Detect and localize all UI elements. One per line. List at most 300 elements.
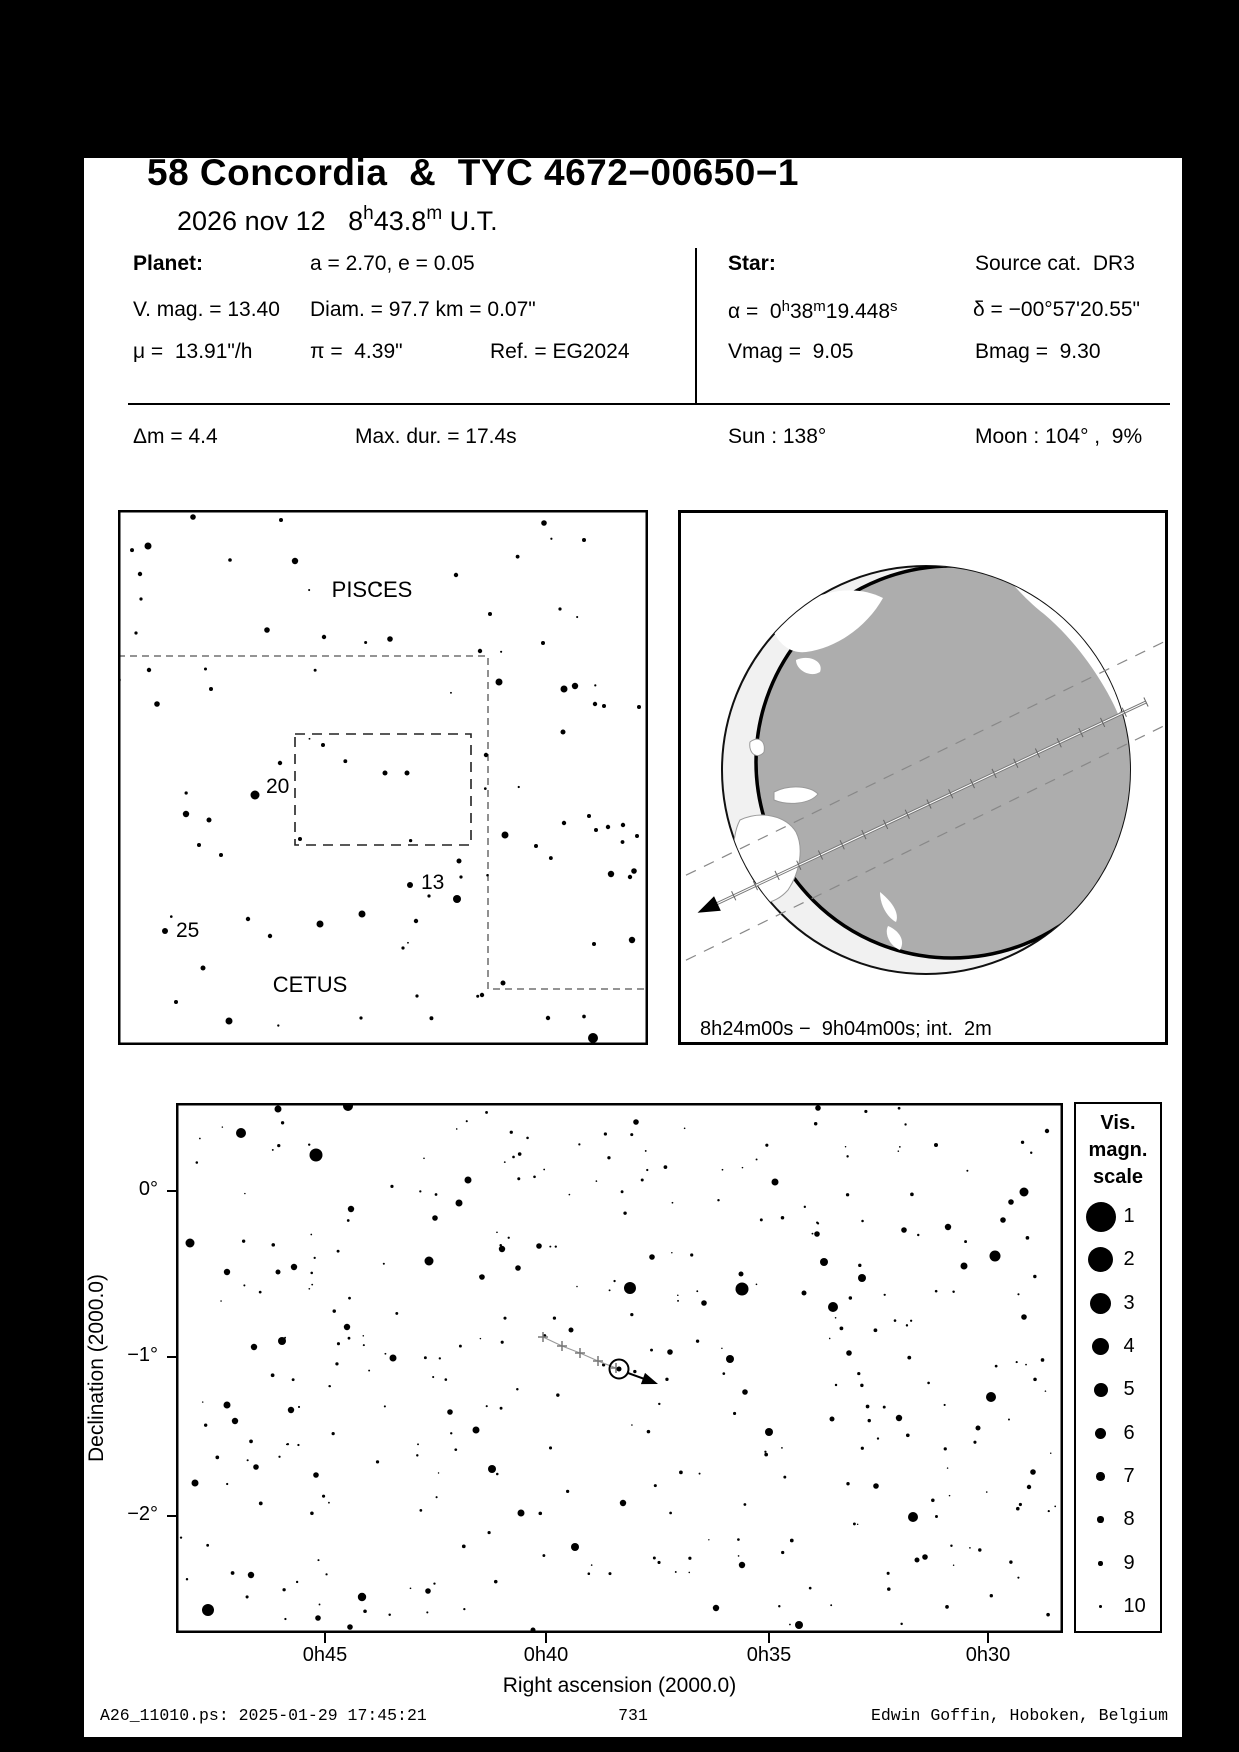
track-direction-arrow xyxy=(694,896,721,920)
faint-star-dot xyxy=(1045,1390,1047,1392)
faint-star-dot xyxy=(817,1222,819,1224)
star-dot xyxy=(387,636,393,642)
star-dot xyxy=(635,834,639,838)
faint-star-dot xyxy=(436,1496,438,1498)
star-dot xyxy=(453,895,461,903)
faint-star-dot xyxy=(486,1405,488,1407)
faint-star-dot xyxy=(846,1482,849,1485)
faint-star-dot xyxy=(480,1338,481,1339)
faint-star-dot xyxy=(510,1131,513,1134)
source-catalog: Source cat. DR3 xyxy=(975,252,1135,275)
faint-star-dot xyxy=(271,1373,275,1377)
faint-star-dot xyxy=(249,1439,253,1443)
faint-star-dot xyxy=(906,1433,910,1437)
star-dot xyxy=(541,641,545,645)
faint-star-dot xyxy=(328,1502,330,1504)
star-dot xyxy=(207,818,212,823)
page-title: 58 Concordia & TYC 4672−00650−1 xyxy=(147,152,800,193)
faint-star-dot xyxy=(368,1370,370,1372)
planet-diameter: Diam. = 97.7 km = 0.07" xyxy=(310,298,536,321)
magnitude-legend xyxy=(1074,1102,1162,1633)
faint-star-dot xyxy=(476,995,479,998)
faint-star-dot xyxy=(556,1393,559,1396)
star-dot xyxy=(473,1427,480,1434)
legend-magnitude-dot xyxy=(1094,1383,1108,1397)
faint-star-dot xyxy=(756,1284,758,1286)
faint-star-dot xyxy=(488,1531,491,1534)
faint-star-dot xyxy=(657,1561,660,1564)
star-dot xyxy=(649,1254,655,1260)
faint-star-dot xyxy=(947,1467,948,1468)
faint-star-dot xyxy=(445,1378,448,1381)
faint-star-dot xyxy=(790,1539,794,1543)
star-dot xyxy=(415,994,418,997)
faint-star-dot xyxy=(516,1388,518,1390)
faint-star-dot xyxy=(419,1509,422,1512)
y-tick-label: −2° xyxy=(127,1503,158,1525)
star-dot xyxy=(292,558,298,564)
star-dot xyxy=(488,612,492,616)
faint-star-dot xyxy=(596,1180,598,1182)
flamsteed-star-label: 20 xyxy=(266,775,290,798)
legend-magnitude-dot xyxy=(1095,1428,1106,1439)
faint-star-dot xyxy=(1021,1141,1024,1144)
faint-star-dot xyxy=(277,1024,279,1026)
star-dot xyxy=(134,631,137,634)
faint-star-dot xyxy=(804,1206,806,1208)
faint-star-dot xyxy=(861,1447,864,1450)
faint-star-dot xyxy=(765,1144,768,1147)
star-dot xyxy=(501,981,506,986)
star-dot xyxy=(934,1143,938,1147)
star-dot xyxy=(190,514,196,520)
faint-star-dot xyxy=(466,1120,468,1122)
star-dot xyxy=(209,687,213,691)
star-dot xyxy=(515,1265,521,1271)
star-dot xyxy=(197,843,201,847)
star-dot xyxy=(279,518,283,522)
planet-vmag: V. mag. = 13.40 xyxy=(133,298,280,321)
star-dot xyxy=(459,875,462,878)
star-dot xyxy=(945,1224,951,1230)
faint-star-dot xyxy=(1050,1452,1051,1453)
star-dot xyxy=(633,1119,639,1125)
legend-magnitude-dot xyxy=(1088,1247,1113,1272)
faint-star-dot xyxy=(247,1459,249,1461)
star-dot xyxy=(594,828,598,832)
x-tick-label: 0h45 xyxy=(302,1644,348,1666)
star-dot xyxy=(546,1016,550,1020)
faint-star-dot xyxy=(931,1499,935,1503)
faint-star-dot xyxy=(764,1451,766,1453)
faint-star-dot xyxy=(409,839,412,842)
star-dot xyxy=(502,832,509,839)
time-suffix: U.T. xyxy=(442,206,498,236)
star-dot xyxy=(162,928,168,934)
faint-star-dot xyxy=(1030,1152,1032,1154)
faint-star-dot xyxy=(206,1544,209,1547)
faint-star-dot xyxy=(284,1337,286,1339)
faint-star-dot xyxy=(995,1365,998,1368)
faint-star-dot xyxy=(621,840,625,844)
faint-star-dot xyxy=(742,1167,744,1169)
faint-star-dot xyxy=(907,1356,911,1360)
faint-star-dot xyxy=(243,1284,245,1286)
legend-magnitude-label: 3 xyxy=(1123,1291,1135,1314)
star-dot xyxy=(713,1605,719,1611)
faint-star-dot xyxy=(486,874,489,877)
star-dot xyxy=(478,649,482,653)
star-dot xyxy=(383,771,388,776)
faint-star-dot xyxy=(322,1495,325,1498)
star-dot xyxy=(637,705,641,709)
faint-star-dot xyxy=(631,1424,633,1426)
faint-star-dot xyxy=(310,1272,313,1275)
faint-star-dot xyxy=(853,1522,856,1525)
faint-star-dot xyxy=(973,1441,976,1444)
faint-star-dot xyxy=(927,1382,930,1385)
faint-star-dot xyxy=(1008,1418,1010,1420)
faint-star-dot xyxy=(846,1155,848,1157)
faint-star-dot xyxy=(756,1158,758,1160)
faint-star-dot xyxy=(849,1296,852,1299)
faint-star-dot xyxy=(395,1312,398,1315)
faint-star-dot xyxy=(308,1288,310,1290)
star-dot xyxy=(608,871,614,877)
faint-star-dot xyxy=(376,1460,379,1463)
x-tick-label: 0h35 xyxy=(746,1644,792,1666)
faint-star-dot xyxy=(328,1385,330,1387)
faint-star-dot xyxy=(435,1193,438,1196)
faint-star-dot xyxy=(630,1313,633,1316)
faint-star-dot xyxy=(186,1578,188,1580)
faint-star-dot xyxy=(485,1111,488,1114)
faint-star-dot xyxy=(990,1594,993,1597)
star-dot xyxy=(602,704,606,708)
star-dot xyxy=(268,934,272,938)
star-dot xyxy=(425,1257,434,1266)
faint-star-dot xyxy=(894,1319,897,1322)
faint-star-dot xyxy=(450,692,452,694)
x-tick-label: 0h40 xyxy=(523,1644,569,1666)
faint-star-dot xyxy=(479,1275,482,1278)
legend-title-line: Vis. xyxy=(1100,1112,1136,1134)
faint-star-dot xyxy=(1017,1577,1019,1579)
faint-star-dot xyxy=(641,1179,644,1182)
faint-star-dot xyxy=(874,1328,878,1332)
star-dot xyxy=(465,1177,472,1184)
faint-star-dot xyxy=(314,1257,316,1259)
star-dot xyxy=(571,1543,579,1551)
faint-star-dot xyxy=(220,1300,222,1302)
faint-star-dot xyxy=(1026,1236,1030,1240)
star-dot xyxy=(347,1624,353,1630)
faint-star-dot xyxy=(733,1412,736,1415)
star-dot xyxy=(432,1215,438,1221)
faint-star-dot xyxy=(576,1286,578,1288)
event-datetime xyxy=(177,203,498,237)
star-dot xyxy=(736,1283,749,1296)
legend-magnitude-dot xyxy=(1096,1472,1104,1480)
faint-star-dot xyxy=(550,538,552,540)
legend-magnitude-label: 9 xyxy=(1123,1551,1135,1574)
faint-star-dot xyxy=(840,1326,844,1330)
star-dot xyxy=(224,1269,230,1275)
faint-star-dot xyxy=(654,1484,657,1487)
star-dot xyxy=(236,1128,246,1138)
faint-star-dot xyxy=(812,1233,814,1235)
faint-star-dot xyxy=(500,651,502,653)
star-dot xyxy=(1045,1129,1049,1133)
faint-star-dot xyxy=(647,1430,651,1434)
star-dot xyxy=(457,859,462,864)
y-axis-title: Declination (2000.0) xyxy=(85,1274,108,1462)
faint-star-dot xyxy=(196,1161,199,1164)
faint-star-dot xyxy=(459,1345,462,1348)
star-dot xyxy=(915,1558,920,1563)
time-minutes: 43.8 xyxy=(373,206,427,236)
faint-star-dot xyxy=(781,1551,784,1554)
faint-star-dot xyxy=(282,1588,285,1591)
legend-magnitude-label: 10 xyxy=(1123,1594,1146,1617)
faint-star-dot xyxy=(964,1240,967,1243)
faint-star-dot xyxy=(783,1476,786,1479)
star-dot xyxy=(484,753,488,757)
star-dot xyxy=(624,1282,636,1294)
faint-star-dot xyxy=(215,1456,219,1460)
faint-star-dot xyxy=(1046,1613,1050,1617)
star-dot xyxy=(588,1033,598,1043)
star-dot xyxy=(896,1415,902,1421)
faint-star-dot xyxy=(781,1447,783,1449)
moon-elongation: Moon : 104° , 9% xyxy=(975,425,1143,448)
planet-label: Planet: xyxy=(133,252,204,275)
faint-star-dot xyxy=(677,1300,679,1302)
star-dot xyxy=(628,875,632,879)
faint-star-dot xyxy=(738,1555,740,1557)
star-dot xyxy=(313,1472,319,1478)
star-dot xyxy=(456,1200,463,1207)
faint-star-dot xyxy=(835,1384,837,1386)
faint-star-dot xyxy=(578,1143,580,1145)
faint-star-dot xyxy=(633,1370,636,1373)
legend-magnitude-label: 4 xyxy=(1123,1334,1135,1357)
faint-star-dot xyxy=(311,1284,313,1286)
star-dot xyxy=(1008,1199,1014,1205)
faint-star-dot xyxy=(271,1243,275,1247)
faint-star-dot xyxy=(390,1185,393,1188)
star-dot xyxy=(322,635,326,639)
faint-star-dot xyxy=(333,1309,336,1312)
faint-star-dot xyxy=(242,1240,245,1243)
star-dot xyxy=(298,837,302,841)
star-dot xyxy=(1020,1188,1029,1197)
star-dot xyxy=(726,1355,734,1363)
star-dot xyxy=(739,1562,745,1568)
faint-star-dot xyxy=(664,1165,668,1169)
faint-star-dot xyxy=(650,1349,653,1352)
star-dot xyxy=(858,1274,866,1282)
faint-star-dot xyxy=(609,1289,611,1291)
landmass xyxy=(750,739,765,755)
star-dot xyxy=(1027,1485,1031,1489)
faint-star-dot xyxy=(363,1335,365,1337)
faint-star-dot xyxy=(417,1443,419,1445)
faint-star-dot xyxy=(1048,1510,1050,1512)
faint-star-dot xyxy=(1025,1364,1027,1366)
faint-star-dot xyxy=(868,1419,871,1422)
star-dot xyxy=(425,1588,431,1594)
time-hours: 8 xyxy=(348,206,364,236)
faint-star-dot xyxy=(917,1234,919,1236)
faint-star-dot xyxy=(906,1324,908,1326)
faint-star-dot xyxy=(690,1253,693,1256)
faint-star-dot xyxy=(1041,1358,1045,1362)
hours-superscript: h xyxy=(363,203,374,224)
star-dot xyxy=(922,1554,928,1560)
faint-star-dot xyxy=(646,1169,648,1171)
faint-star-dot xyxy=(244,1193,245,1194)
star-dot xyxy=(569,1328,574,1333)
star-dot xyxy=(986,1392,996,1402)
faint-star-dot xyxy=(284,1618,286,1620)
footer-author: Edwin Goffin, Hoboken, Belgium xyxy=(870,1706,1168,1725)
star-dot xyxy=(814,1231,820,1237)
flamsteed-star-label: 13 xyxy=(421,871,445,894)
star-dot xyxy=(310,1149,323,1162)
faint-star-dot xyxy=(496,1473,499,1476)
star-vmag: Vmag = 9.05 xyxy=(728,340,854,363)
table-rule xyxy=(128,403,1170,405)
target-star-dot xyxy=(617,1367,622,1372)
faint-star-dot xyxy=(438,1472,439,1473)
star-dot xyxy=(138,572,142,576)
faint-star-dot xyxy=(542,1554,545,1557)
faint-star-dot xyxy=(335,1362,338,1365)
faint-star-dot xyxy=(504,1161,506,1163)
star-dot xyxy=(401,946,404,949)
star-dot xyxy=(264,627,270,633)
faint-star-dot xyxy=(538,1512,542,1516)
legend-magnitude-label: 5 xyxy=(1123,1377,1135,1400)
faint-star-dot xyxy=(419,1190,421,1192)
faint-star-dot xyxy=(846,1193,849,1196)
faint-star-dot xyxy=(272,1149,274,1151)
faint-star-dot xyxy=(348,1297,351,1300)
star-dot xyxy=(739,1272,744,1277)
star-dot xyxy=(593,702,597,706)
star-dot xyxy=(145,543,152,550)
faint-star-dot xyxy=(1019,1503,1022,1506)
faint-star-dot xyxy=(518,1152,522,1156)
faint-star-dot xyxy=(717,1199,719,1201)
faint-star-dot xyxy=(185,791,188,794)
star-dot xyxy=(499,1246,505,1252)
faint-star-dot xyxy=(170,915,173,918)
faint-star-dot xyxy=(337,1342,340,1345)
faint-star-dot xyxy=(623,1211,626,1214)
star-dot xyxy=(315,1615,321,1621)
faint-star-dot xyxy=(669,1512,672,1515)
star-dot xyxy=(701,1300,707,1306)
star-dot xyxy=(830,1417,835,1422)
faint-star-dot xyxy=(259,1502,263,1506)
faint-star-dot xyxy=(317,1559,319,1561)
faint-star-dot xyxy=(604,1132,607,1135)
faint-star-dot xyxy=(298,1406,300,1408)
star-dot xyxy=(232,1418,238,1424)
faint-star-dot xyxy=(953,1564,954,1565)
faint-star-dot xyxy=(845,1146,846,1147)
column-divider xyxy=(695,248,697,405)
star-dot xyxy=(631,868,637,874)
faint-star-dot xyxy=(858,1264,861,1267)
faint-star-dot xyxy=(898,1107,901,1110)
faint-star-dot xyxy=(309,738,311,740)
faint-star-dot xyxy=(204,1423,207,1426)
faint-star-dot xyxy=(348,1337,351,1340)
star-dot xyxy=(562,821,566,825)
faint-star-dot xyxy=(286,1444,288,1446)
faint-star-dot xyxy=(499,1244,502,1247)
star-dot xyxy=(278,761,282,765)
faint-star-dot xyxy=(764,1453,768,1457)
faint-star-dot xyxy=(314,669,317,672)
faint-star-dot xyxy=(969,1547,971,1549)
star-dot xyxy=(447,1409,453,1415)
faint-star-dot xyxy=(383,1263,385,1265)
star-dot xyxy=(820,1258,828,1266)
star-dot xyxy=(405,771,410,776)
x-tick-label: 0h30 xyxy=(965,1644,1011,1666)
faint-star-dot xyxy=(630,1133,633,1136)
faint-star-dot xyxy=(582,1015,586,1019)
star-dot xyxy=(291,1264,297,1270)
legend-magnitude-dot xyxy=(1097,1516,1103,1522)
faint-star-dot xyxy=(778,1605,780,1607)
faint-star-dot xyxy=(864,1110,867,1113)
star-dot xyxy=(534,844,538,848)
faint-star-dot xyxy=(226,1483,228,1485)
faint-star-dot xyxy=(944,1404,946,1406)
star-dot xyxy=(561,686,568,693)
globe-caption: 8h24m00s − 9h04m00s; int. 2m xyxy=(700,1018,992,1040)
faint-star-dot xyxy=(384,1405,386,1407)
star-dot xyxy=(251,791,260,800)
faint-star-dot xyxy=(517,1177,520,1180)
star-dot xyxy=(202,1604,214,1616)
parallax: π = 4.39" xyxy=(310,340,403,363)
star-dot xyxy=(1030,1469,1036,1475)
event-date: 2026 nov 12 xyxy=(177,206,349,236)
faint-star-dot xyxy=(439,1357,441,1359)
star-dot xyxy=(192,1480,199,1487)
star-dot xyxy=(1000,1217,1006,1223)
star-dot xyxy=(908,1512,918,1522)
faint-star-dot xyxy=(246,1595,249,1598)
faint-star-dot xyxy=(332,1432,335,1435)
star-dot xyxy=(667,1349,673,1355)
faint-star-dot xyxy=(591,1564,593,1566)
faint-star-dot xyxy=(722,1372,725,1375)
detail-star-chart xyxy=(160,1103,1063,1651)
faint-star-dot xyxy=(744,1503,747,1506)
star-dot xyxy=(587,814,591,818)
faint-star-dot xyxy=(516,555,520,559)
faint-star-dot xyxy=(945,1605,949,1609)
faint-star-dot xyxy=(877,1437,879,1439)
star-dot xyxy=(348,1206,354,1212)
